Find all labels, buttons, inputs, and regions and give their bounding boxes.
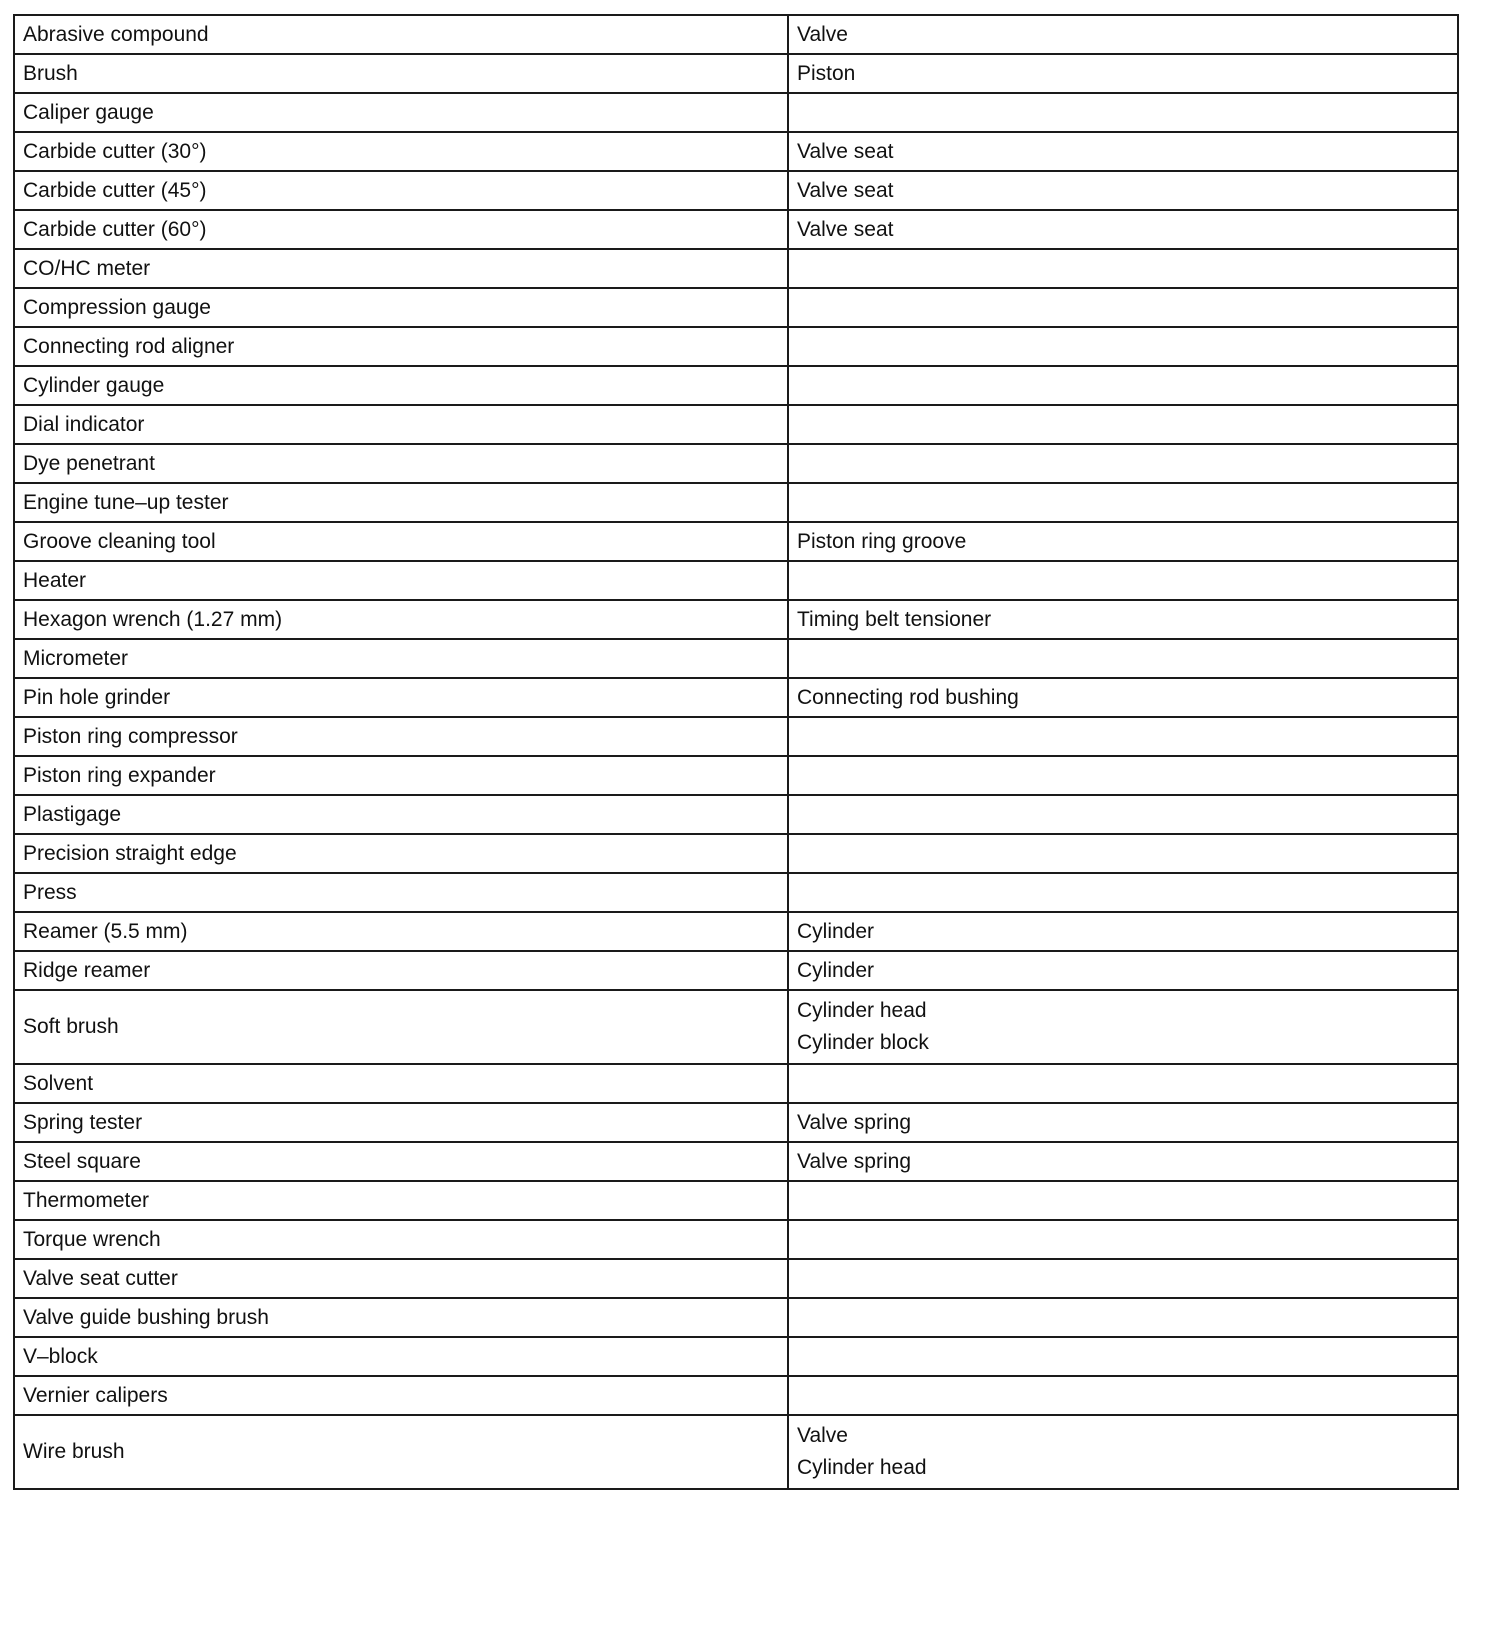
tool-use-cell <box>788 873 1458 912</box>
tool-name-cell: Engine tune–up tester <box>14 483 788 522</box>
tool-use-cell <box>788 210 1458 249</box>
tool-name-cell: Ridge reamer <box>14 951 788 990</box>
tool-use-cell <box>788 561 1458 600</box>
table-row <box>14 561 1458 600</box>
tool-use-cell <box>788 444 1458 483</box>
tool-use-cell <box>788 990 1458 1064</box>
tool-name-cell: Dye penetrant <box>14 444 788 483</box>
table-row <box>14 639 1458 678</box>
tool-name-cell: Precision straight edge <box>14 834 788 873</box>
tool-name-cell: Soft brush <box>14 990 788 1064</box>
tool-use-cell <box>788 1220 1458 1259</box>
tool-use-cell <box>788 756 1458 795</box>
table-row <box>14 288 1458 327</box>
tool-use-cell <box>788 327 1458 366</box>
tool-use-cell <box>788 1064 1458 1103</box>
tool-name-cell: Valve seat cutter <box>14 1259 788 1298</box>
table-row <box>14 210 1458 249</box>
tool-use-cell <box>788 171 1458 210</box>
tool-name-cell: Piston ring compressor <box>14 717 788 756</box>
tool-name-cell: Groove cleaning tool <box>14 522 788 561</box>
table-row <box>14 249 1458 288</box>
tool-use-cell <box>788 1415 1458 1489</box>
tool-name-cell: Wire brush <box>14 1415 788 1489</box>
table-row <box>14 15 1458 54</box>
tool-use-cell <box>788 912 1458 951</box>
tool-use-cell <box>788 522 1458 561</box>
tool-use-cell <box>788 483 1458 522</box>
tool-name-cell: Abrasive compound <box>14 15 788 54</box>
table-row <box>14 1103 1458 1142</box>
tool-use-item: Piston ring groove <box>797 529 967 553</box>
table-row <box>14 444 1458 483</box>
tool-use-cell <box>788 639 1458 678</box>
tool-use-cell <box>788 132 1458 171</box>
tool-use-item: Valve seat <box>797 139 894 163</box>
tool-name-cell: Carbide cutter (30°) <box>14 132 788 171</box>
tool-use-cell <box>788 600 1458 639</box>
table-row <box>14 405 1458 444</box>
tool-use-cell <box>788 1142 1458 1181</box>
tool-use-cell <box>788 1298 1458 1337</box>
tool-name-cell: Carbide cutter (45°) <box>14 171 788 210</box>
tool-name-cell: Valve guide bushing brush <box>14 1298 788 1337</box>
tool-use-item: Valve <box>797 22 848 46</box>
table-row <box>14 1376 1458 1415</box>
table-row <box>14 54 1458 93</box>
table-row <box>14 756 1458 795</box>
tool-use-item: Cylinder head <box>797 999 927 1022</box>
tool-use-cell <box>788 1376 1458 1415</box>
table-row <box>14 600 1458 639</box>
tool-name-cell: Torque wrench <box>14 1220 788 1259</box>
table-row <box>14 873 1458 912</box>
table-row <box>14 990 1458 1064</box>
table-row <box>14 1142 1458 1181</box>
tool-name-cell: Vernier calipers <box>14 1376 788 1415</box>
tool-use-item: Timing belt tensioner <box>797 607 992 631</box>
tool-name-cell: Micrometer <box>14 639 788 678</box>
tool-name-cell: Carbide cutter (60°) <box>14 210 788 249</box>
tool-name-cell: CO/HC meter <box>14 249 788 288</box>
tool-use-cell <box>788 366 1458 405</box>
table-row <box>14 483 1458 522</box>
table-row <box>14 951 1458 990</box>
tool-name-cell: Connecting rod aligner <box>14 327 788 366</box>
tool-name-cell: Caliper gauge <box>14 93 788 132</box>
tool-use-item: Connecting rod bushing <box>797 685 1019 709</box>
tool-use-cell <box>788 405 1458 444</box>
tool-use-cell <box>788 288 1458 327</box>
table-row <box>14 912 1458 951</box>
tool-use-item: Cylinder <box>797 919 875 943</box>
tool-use-cell <box>788 249 1458 288</box>
tool-name-cell: Compression gauge <box>14 288 788 327</box>
tool-name-cell: Press <box>14 873 788 912</box>
tool-name-cell: Solvent <box>14 1064 788 1103</box>
tool-name-cell: Steel square <box>14 1142 788 1181</box>
tool-name-cell: Spring tester <box>14 1103 788 1142</box>
table-row <box>14 93 1458 132</box>
tool-use-item: Valve spring <box>797 1110 912 1134</box>
table-row <box>14 678 1458 717</box>
tool-use-cell <box>788 717 1458 756</box>
table-row <box>14 132 1458 171</box>
tool-use-cell <box>788 93 1458 132</box>
tool-use-item: Valve seat <box>797 217 894 241</box>
tool-use-cell <box>788 1103 1458 1142</box>
tools-table-container <box>13 14 1457 1490</box>
tool-use-item: Cylinder head <box>797 1456 927 1479</box>
tool-name-cell: Heater <box>14 561 788 600</box>
tools-table <box>13 14 1459 1490</box>
tool-name-cell: Cylinder gauge <box>14 366 788 405</box>
table-row <box>14 1259 1458 1298</box>
tool-name-cell: Piston ring expander <box>14 756 788 795</box>
tool-use-cell <box>788 54 1458 93</box>
tool-use-cell <box>788 1181 1458 1220</box>
tool-use-cell <box>788 15 1458 54</box>
table-row <box>14 327 1458 366</box>
table-row <box>14 1181 1458 1220</box>
table-row <box>14 834 1458 873</box>
tool-use-cell <box>788 795 1458 834</box>
table-row <box>14 1337 1458 1376</box>
tool-name-cell: Brush <box>14 54 788 93</box>
tool-name-cell: Dial indicator <box>14 405 788 444</box>
tool-name-cell: Reamer (5.5 mm) <box>14 912 788 951</box>
table-row <box>14 1298 1458 1337</box>
tool-name-cell: Hexagon wrench (1.27 mm) <box>14 600 788 639</box>
tool-use-cell <box>788 951 1458 990</box>
tool-name-cell: Thermometer <box>14 1181 788 1220</box>
table-row <box>14 795 1458 834</box>
tool-use-item: Valve spring <box>797 1149 912 1173</box>
table-row <box>14 366 1458 405</box>
tool-use-cell <box>788 678 1458 717</box>
tools-table-body <box>14 15 1458 1489</box>
table-row <box>14 1415 1458 1489</box>
tool-use-item: Cylinder <box>797 958 875 982</box>
tool-use-cell <box>788 834 1458 873</box>
table-row <box>14 522 1458 561</box>
tool-use-item: Valve seat <box>797 178 894 202</box>
table-row <box>14 1064 1458 1103</box>
tool-use-item: Cylinder block <box>797 1031 929 1054</box>
tool-use-item: Piston <box>797 61 856 85</box>
tool-name-cell: Pin hole grinder <box>14 678 788 717</box>
tool-use-cell <box>788 1337 1458 1376</box>
table-row <box>14 171 1458 210</box>
tool-use-cell <box>788 1259 1458 1298</box>
tool-use-item: Valve <box>797 1424 848 1447</box>
tool-name-cell: V–block <box>14 1337 788 1376</box>
table-row <box>14 717 1458 756</box>
table-row <box>14 1220 1458 1259</box>
tool-name-cell: Plastigage <box>14 795 788 834</box>
